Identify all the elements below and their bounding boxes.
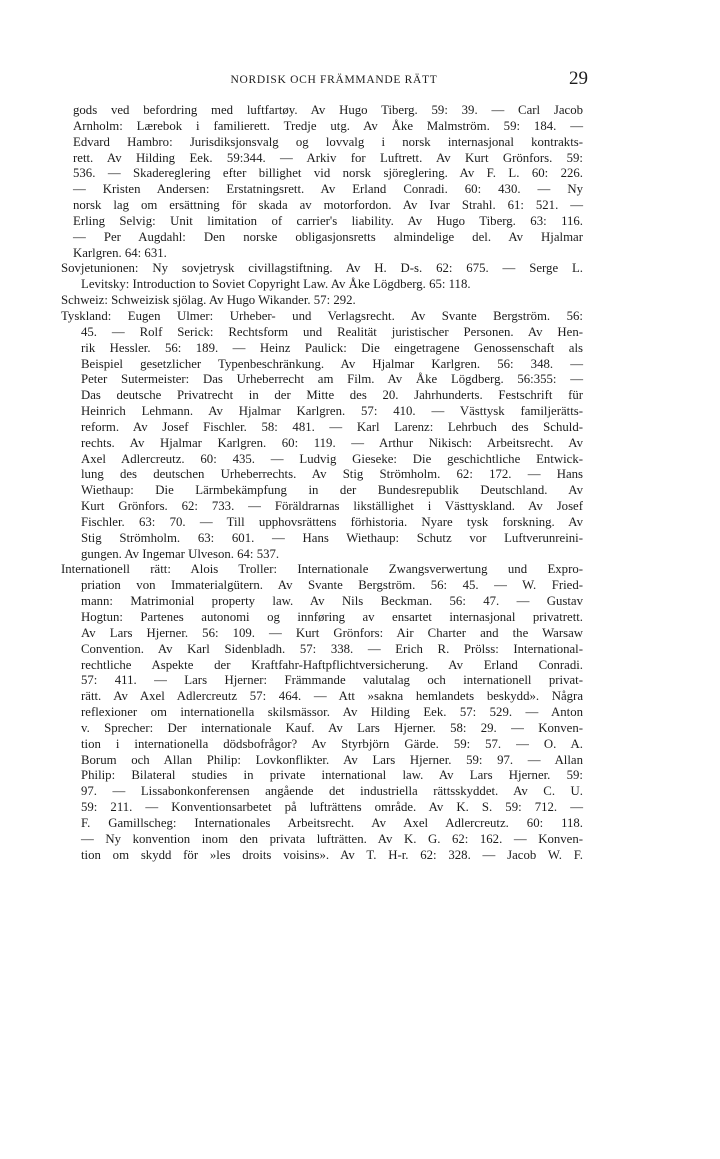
text-line: rechts. Av Hjalmar Karlgren. 60: 119. — Arthur Nikisch: Arbeitsrecht. Av: [81, 435, 583, 450]
page-number: 29: [569, 68, 588, 89]
text-line: 97. — Lissabonkonferensen angående det industriella rättsskyddet. Av C. U.: [81, 784, 583, 799]
text-line: Axel Adlercreutz. 60: 435. — Ludvig Gieseke: Die geschichtliche Entwick-: [81, 451, 583, 466]
text-line: Kurt Grönfors. 62: 733. — Föräldrarnas likställighet i Västtyskland. Av Josef: [81, 499, 583, 514]
section-germany: [61, 309, 583, 563]
text-line: reflexioner om internationella skilsmässor. Av Hilding Eek. 57: 529. — Anton: [81, 705, 583, 720]
text-line: F. Gamillscheg: Internationales Arbeitsrecht. Av Axel Adlercreutz. 60: 118.: [81, 815, 583, 830]
text-line: 45. — Rolf Serick: Rechtsform und Realität juristischer Personen. Av Hen-: [81, 324, 583, 339]
text-line: v. Sprecher: Der internationale Kauf. Av Lars Hjerner. 58: 29. — Konven-: [81, 720, 583, 735]
text-line: reform. Av Josef Fischler. 58: 481. — Karl Larenz: Lehrbuch des Schuld-: [81, 419, 583, 434]
text-line: Borum och Allan Philip: Lovkonflikter. Av Lars Hjerner. 59: 97. — Allan: [81, 752, 583, 767]
section-soviet-union: [61, 261, 583, 293]
review-index-text: [61, 103, 583, 864]
running-title: NORDISK OCH FRÄMMANDE RÄTT: [230, 74, 438, 86]
text-line: rechtliche Aspekte der Kraftfahr-Haftpflichtversicherung. Av Erland Conradi.: [81, 657, 583, 672]
text-line: lung des deutschen Urheberrechts. Av Stig Strömholm. 62: 172. — Hans: [81, 467, 583, 482]
text-line: rik Hessler. 56: 189. — Heinz Paulick: Die eingetragene Genossenschaft als: [81, 340, 583, 355]
section-switzerland: [61, 293, 583, 309]
text-line: 57: 411. — Lars Hjerner: Främmande valutalag och internationell privat-: [81, 673, 583, 688]
text-line: Das deutsche Privatrecht in der Mitte des 20. Jahrhunderts. Festschrift für: [81, 388, 583, 403]
text-line: Peter Sutermeister: Das Urheberrecht am Film. Av Åke Lögdberg. 56:355: —: [81, 372, 583, 387]
text-line: Arnholm: Lærebok i familierett. Tredje utg. Av Åke Malmström. 59: 184. —: [73, 118, 583, 133]
text-line: Wiethaup: Die Lärmbekämpfung in der Bundesrepublik Deutschland. Av: [81, 483, 583, 498]
page-header: [70, 70, 598, 94]
text-line: Av Lars Hjerner. 56: 109. — Kurt Grönfors: Air Charter and the Warsaw: [81, 625, 583, 640]
text-line: Sovjetunionen: Ny sovjetrysk civillagstiftning. Av H. D-s. 62: 675. — Serge L.: [61, 261, 583, 276]
text-line: Hogtun: Partenes autonomi og innføring av ensartet internasjonal privatrett.: [81, 610, 583, 624]
text-line: Levitsky: Introduction to Soviet Copyright Law. Av Åke Lögdberg. 65: 118.: [81, 277, 471, 292]
text-line: Schweiz: Schweizisk sjölag. Av Hugo Wikander. 57: 292.: [61, 293, 356, 308]
text-line: rett. Av Hilding Eek. 59:344. — Arkiv for Luftrett. Av Kurt Grönfors. 59:: [73, 150, 583, 165]
text-line: Heinrich Lehmann. Av Hjalmar Karlgren. 57: 410. — Västtysk familjerätts-: [81, 404, 583, 419]
text-line: Stig Strömholm. 63: 601. — Hans Wiethaup: Schutz vor Luftverunreini-: [81, 530, 583, 545]
text-line: Edvard Hambro: Jurisdiksjonsvalg og lovvalg i norsk internasjonal kontrakts-: [73, 134, 583, 149]
text-line: — Kristen Andersen: Erstatningsrett. Av Erland Conradi. 60: 430. — Ny: [73, 182, 583, 197]
text-line: Tyskland: Eugen Ulmer: Urheber- und Verlagsrecht. Av Svante Bergström. 56:: [61, 308, 583, 323]
text-line: Convention. Av Karl Sidenbladh. 57: 338. — Erich R. Prölss: International-: [81, 641, 583, 656]
text-line: Beispiel gesetzlicher Typenbeschränkung. Av Hjalmar Karlgren. 56: 348. —: [81, 356, 583, 371]
text-line: 536. — Skadereglering efter billighet vid norsk sjöreglering. Av F. L. 60: 226.: [73, 166, 583, 181]
text-line: Karlgren. 64: 631.: [73, 245, 167, 260]
text-line: — Ny konvention inom den privata lufträtten. Av K. G. 62: 162. — Konven-: [81, 831, 583, 846]
section-international-law: [61, 562, 583, 863]
text-line: norsk lag om ersättning för skada av motorfordon. Av Ivar Strahl. 61: 521. —: [73, 198, 583, 213]
text-line: gods ved befordring med luftfartøy. Av Hugo Tiberg. 59: 39. — Carl Jacob: [73, 103, 583, 117]
text-line: Erling Selvig: Unit limitation of carrier's liability. Av Hugo Tiberg. 63: 116.: [73, 213, 583, 228]
text-line: rätt. Av Axel Adlercreutz 57: 464. — Att »sakna hemlandets beskydd». Några: [81, 689, 583, 704]
text-line: Philip: Bilateral studies in private international law. Av Lars Hjerner. 59:: [81, 768, 583, 783]
text-line: tion om skydd för »les droits voisins». Av T. H-r. 62: 328. — Jacob W. F.: [81, 847, 583, 862]
norway-entries-continued: [73, 103, 583, 261]
text-line: gungen. Av Ingemar Ulveson. 64: 537.: [81, 546, 280, 561]
text-line: priation von Immaterialgütern. Av Svante Bergström. 56: 45. — W. Fried-: [81, 578, 583, 593]
text-line: — Per Augdahl: Den norske obligasjonsretts almindelige del. Av Hjalmar: [73, 229, 583, 244]
text-line: Fischler. 63: 70. — Till upphovsrättens förhistoria. Nyare tysk forskning. Av: [81, 514, 583, 529]
text-line: mann: Matrimonial property law. Av Nils Beckman. 56: 47. — Gustav: [81, 594, 583, 609]
text-line: 59: 211. — Konventionsarbetet på lufträttens område. Av K. S. 59: 712. —: [81, 800, 583, 815]
text-line: tion i internationella dödsbofrågor? Av Styrbjörn Gärde. 59: 57. — O. A.: [81, 736, 583, 751]
text-line: Internationell rätt: Alois Troller: Internationale Zwangsverwertung und Expro-: [61, 562, 583, 577]
